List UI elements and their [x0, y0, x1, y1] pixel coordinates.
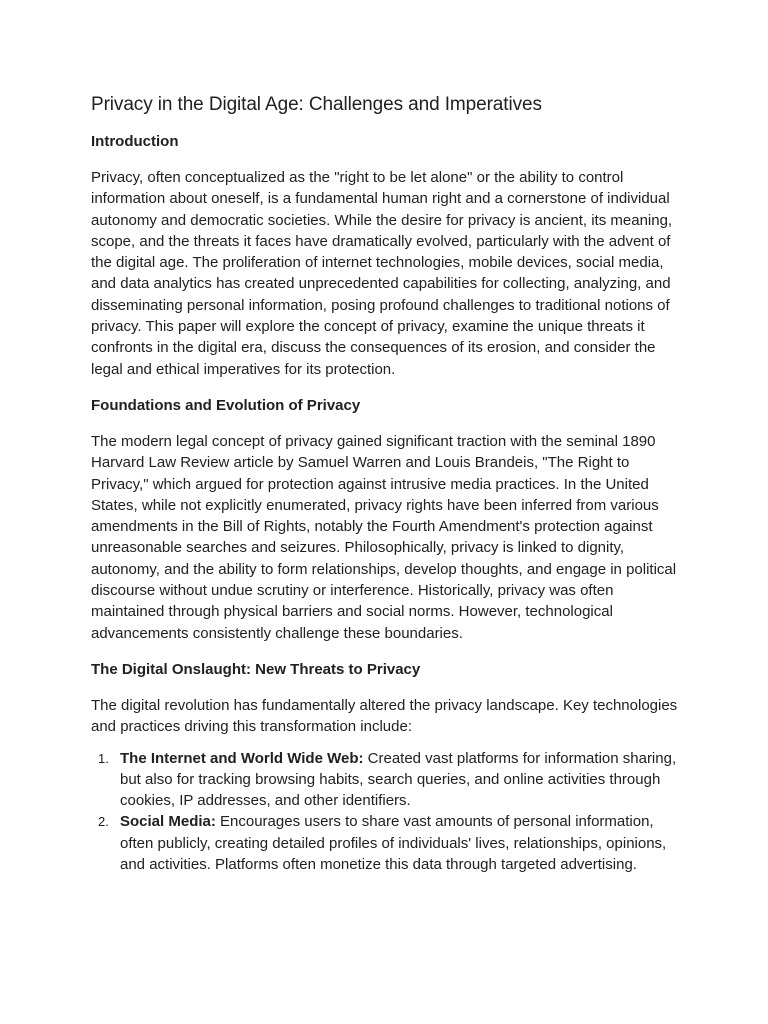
list-item-number: 1. [98, 750, 109, 766]
list-item [91, 811, 681, 875]
list-item-term: The Internet and World Wide Web: [120, 749, 364, 767]
list-item-text: Encourages users to share vast amounts of personal information, often publicly, creating detailed profiles of individuals' lives, relationships, opinions, and activities. Platforms often monetize this data through targeted advertising. [120, 813, 667, 874]
document-title: Privacy in the Digital Age: Challenges and Imperatives [91, 94, 542, 115]
threats-list [91, 748, 681, 876]
introduction-paragraph: Privacy, often conceptualized as the "right to be let alone" or the ability to control information about oneself, is a fundamental human right and a cornerstone of individual autonomy and democratic societies. While the desire for privacy is ancient, its meaning, scope, and the threats it faces have dramatically evolved, particularly with the advent of the digital age. The proliferation of internet technologies, mobile devices, social media, and data analytics has created unprecedented capabilities for collecting, analyzing, and disseminating personal information, posing profound challenges to traditional notions of privacy. This paper will explore the concept of privacy, examine the unique threats it confronts in the digital era, discuss the consequences of its erosion, and consider the legal and ethical imperatives for its protection. [91, 169, 673, 378]
section-heading-foundations: Foundations and Evolution of Privacy [91, 396, 361, 414]
list-item-text: Created vast platforms for information sharing, but also for tracking browsing habits, search queries, and online activities through cookies, IP addresses, and other identifiers. [120, 749, 677, 810]
section-heading-digital-onslaught: The Digital Onslaught: New Threats to Privacy [91, 660, 421, 678]
foundations-paragraph: The modern legal concept of privacy gained significant traction with the seminal 1890 Harvard Law Review article by Samuel Warren and Louis Brandeis, "The Right to Privacy," which argued for protection against intrusive media practices. In the United States, while not explicitly enumerated, privacy rights have been inferred from various amendments in the Bill of Rights, notably the Fourth Amendment's protection against unreasonable searches and seizures. Philosophically, privacy is linked to dignity, autonomy, and the ability to form relationships, develop thoughts, and engage in political discourse without undue scrutiny or interference. Historically, privacy was often maintained through physical barriers and social norms. However, technological advancements consistently challenge these boundaries. [91, 432, 677, 642]
list-item-number: 2. [98, 814, 109, 830]
section-heading-introduction: Introduction [91, 133, 179, 150]
digital-onslaught-paragraph: The digital revolution has fundamentally altered the privacy landscape. Key technologies and practices driving this transformation include: [91, 696, 678, 736]
document-page [91, 90, 681, 875]
list-item [91, 748, 681, 812]
list-item-term: Social Media: [120, 813, 216, 831]
